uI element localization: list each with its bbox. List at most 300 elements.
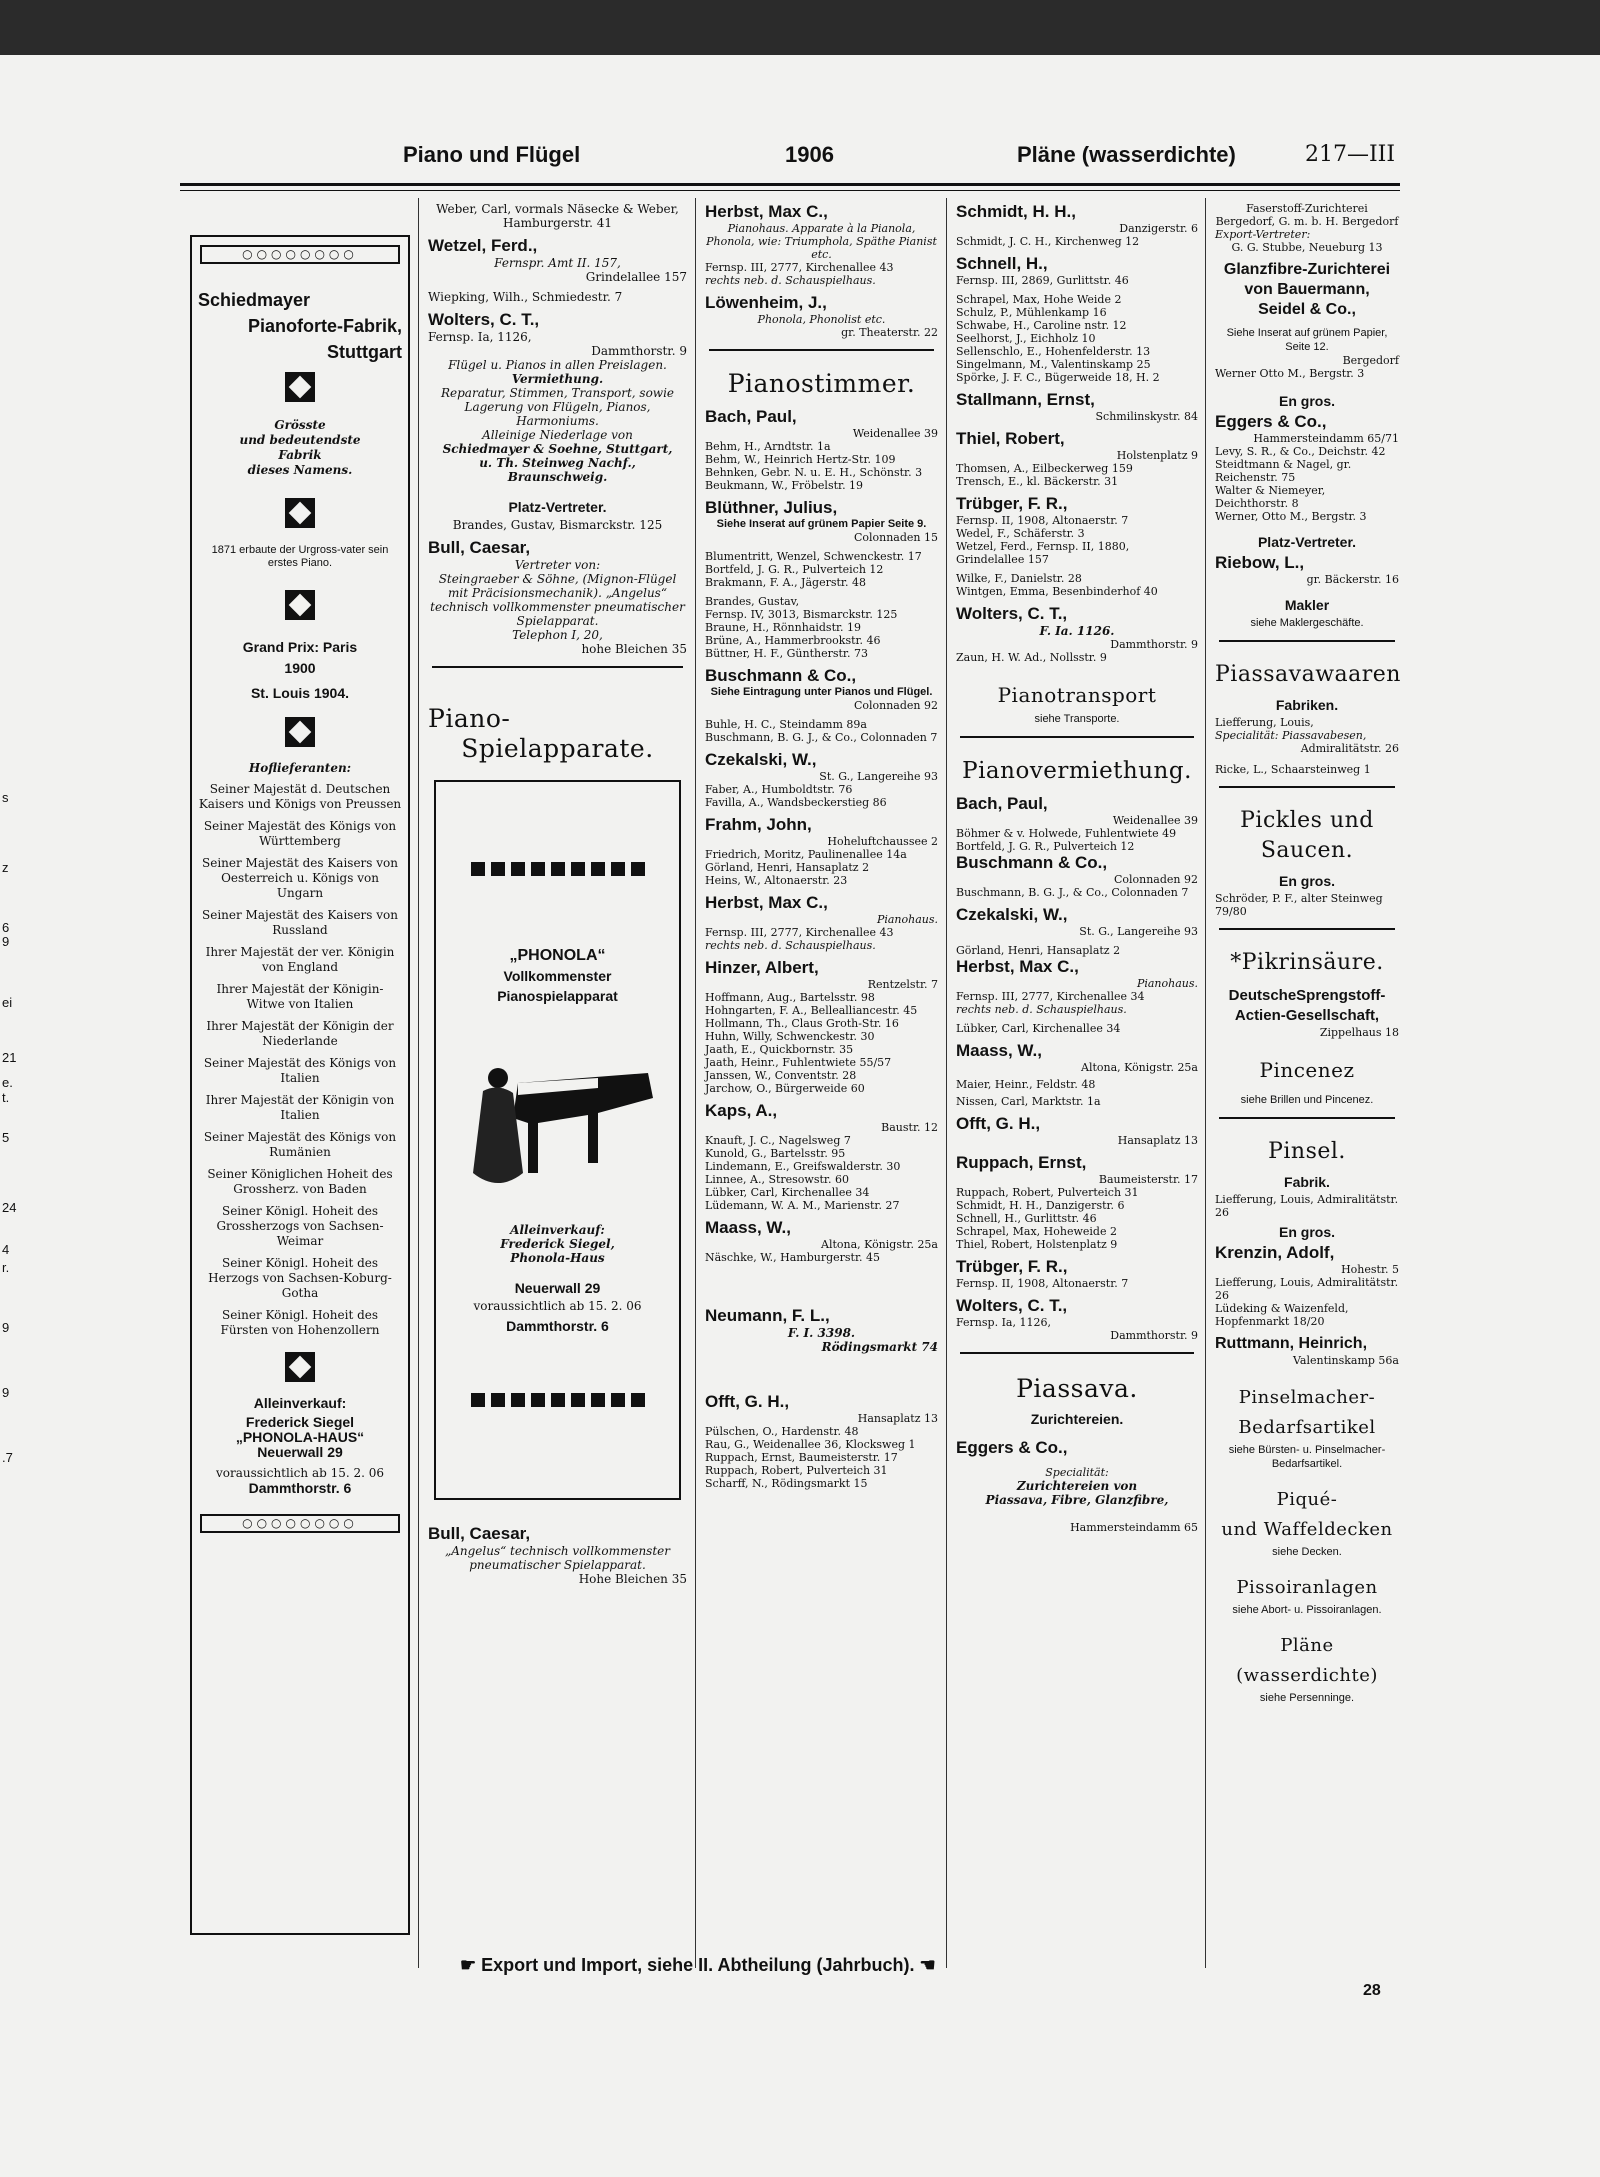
ad-court: Ihrer Majestät der Königin der Niederlande (206, 1019, 394, 1048)
ad-sale: Dammthorstr. 6 (248, 1480, 352, 1496)
entry: Buschmann, B. G. J., & Co., Colonnaden 7 (956, 886, 1189, 899)
oval-border: ○○○○○○○○ (200, 245, 400, 264)
separator (1219, 786, 1395, 788)
entry: Piassava, Fibre, Glanzfibre, (985, 1493, 1169, 1507)
entry-name: Buschmann & Co., (705, 666, 857, 685)
entry: Fernsp. III, 2777, Kirchenallee 43 (705, 926, 894, 939)
entry: Wiepking, Wilh., Schmiedestr. 7 (428, 290, 623, 304)
left-page-edge (0, 100, 30, 2000)
entry: Behm, W., Heinrich Hertz-Str. 109 (705, 453, 896, 466)
entry-name: Neumann, F. L., (705, 1306, 830, 1325)
entry-name: Trübger, F. R., (956, 494, 1068, 513)
header-left: Piano und Flügel (403, 142, 581, 167)
header-rule-thin (180, 190, 1400, 191)
entry: Valentinskamp 56a (1292, 1354, 1399, 1367)
see-reference: siehe Maklergeschäfte. (1250, 617, 1364, 629)
entry: Näschke, W., Hamburgerstr. 45 (705, 1251, 880, 1264)
entry: Admiralitätstr. 26 (1300, 742, 1399, 755)
entry: Hammersteindamm 65 (1070, 1521, 1198, 1534)
entry: Steingraeber & Söhne, (Mignon-Flügel mit Präcisionsmechanik). „Angelus“ technisch vollkommenster pneumatischer Spielapparat. (430, 572, 685, 628)
entry-name: Buschmann & Co., (956, 853, 1108, 872)
entry: Fernspr. Amt II. 157, (494, 256, 621, 270)
entry: Seelhorst, J., Eichholz 10 (956, 332, 1096, 345)
edge-char: s (2, 790, 9, 805)
column-divider (418, 198, 419, 1968)
see-reference: siehe Bürsten- u. Pinselmacher-Bedarfsartikel. (1228, 1444, 1386, 1470)
entry: Weber, Carl, vormals Näsecke & Weber, Hamburgerstr. 41 (436, 202, 679, 230)
page-header (180, 140, 1400, 172)
entry-name: Herbst, Max C., (956, 957, 1079, 976)
separator (432, 666, 683, 668)
entry: Scharff, N., Rödingsmarkt 15 (705, 1477, 868, 1490)
section-heading: Piassava. (1016, 1374, 1138, 1403)
entry: Zurichtereien von (1016, 1479, 1138, 1493)
section-heading: Pianotransport (997, 683, 1157, 707)
entry: Colonnaden 92 (853, 699, 938, 712)
entry: Schmidt, H. H., Danzigerstr. 6 (956, 1199, 1125, 1212)
ad-purveyor-title: Hoflieferanten: (248, 761, 352, 775)
edge-char: 5 (2, 1130, 10, 1145)
entry: Fernsp. II, 1908, Altonaerstr. 7 (956, 514, 1129, 527)
entry: Hoheluftchaussee 2 (827, 835, 938, 848)
entry-name: Eggers & Co., (956, 1438, 1068, 1457)
edge-char: .7 (2, 1450, 13, 1465)
entry: Altona, Königstr. 25a (1081, 1061, 1198, 1074)
edge-char: 24 (2, 1200, 17, 1215)
entry: Telephon I, 20, (512, 628, 603, 642)
entry: Hollmann, Th., Claus Groth-Str. 16 (705, 1017, 899, 1030)
entry: Siehe Inserat auf grünem Papier, Seite 12. (1226, 327, 1388, 353)
separator (1219, 1117, 1395, 1119)
column-5 (1207, 198, 1407, 2027)
entry: Görland, Henri, Hansaplatz 2 (705, 861, 870, 874)
entry: Schrapel, Max, Hoheweide 2 (956, 1225, 1117, 1238)
entry: Colonnaden 92 (1113, 873, 1198, 886)
ad-sale: Neuerwall 29 (514, 1280, 601, 1296)
entry: Faserstoff-Zurichterei Bergedorf, G. m. b. H. Bergedorf (1215, 202, 1399, 228)
entry-name: Ruttmann, Heinrich, (1215, 1335, 1368, 1352)
section-heading: Pinselmacher- (1238, 1387, 1376, 1408)
header-rule (180, 183, 1400, 186)
entry: Brandes, Gustav, (705, 595, 800, 608)
entry: Behnken, Gebr. N. u. E. H., Schönstr. 3 (705, 466, 923, 479)
entry-name: Czekalski, W., (956, 905, 1068, 924)
entry: Hohestr. 5 (1341, 1263, 1399, 1276)
section-heading: Pianostimmer. (727, 369, 916, 398)
entry: Hoffmann, Aug., Bartelsstr. 98 (705, 991, 875, 1004)
ad-claim: Grösste (274, 418, 326, 432)
entry: Schwabe, H., Caroline nstr. 12 (956, 319, 1127, 332)
see-reference: siehe Brillen und Pincenez. (1240, 1094, 1374, 1106)
entry-name: Hinzer, Albert, (705, 958, 819, 977)
ad-court: Seiner Königl. Hoheit des Fürsten von Hohenzollern (220, 1308, 380, 1337)
entry: Fernsp. Ia, 1126, (956, 1316, 1051, 1329)
see-reference: siehe Abort- u. Pissoiranlagen. (1232, 1604, 1382, 1616)
ad-history: 1871 erbaute der Urgross-vater sein erstes Piano. (211, 544, 389, 569)
entry: Zippelhaus 18 (1319, 1026, 1399, 1039)
diamond-ornament-icon (285, 590, 315, 620)
ad-sale: voraussichtlich ab 15. 2. 06 (215, 1466, 385, 1480)
entry: Hammersteindamm 65/71 (1253, 432, 1399, 445)
entry: Nissen, Carl, Marktstr. 1a (956, 1095, 1101, 1108)
entry: Schiedmayer & Soehne, Stuttgart, (442, 442, 673, 456)
entry: Flügel u. Pianos in allen Preislagen. (448, 358, 667, 372)
edge-char: 6 (2, 920, 10, 935)
schiedmayer-ad (190, 235, 410, 1935)
entry: Brakmann, F. A., Jägerstr. 48 (705, 576, 866, 589)
entry: Walter & Niemeyer, Deichthorstr. 8 (1215, 484, 1326, 510)
entry: Braune, H., Rönnhaidstr. 19 (705, 621, 862, 634)
entry: Friedrich, Moritz, Paulinenallee 14a (705, 848, 907, 861)
entry: Fernsp. III, 2869, Gurlittstr. 46 (956, 274, 1129, 287)
entry: Dammthorstr. 9 (1110, 1329, 1198, 1342)
entry-name: Bach, Paul, (956, 794, 1048, 813)
header-page: 217—III (1305, 142, 1396, 167)
entry: Hansaplatz 13 (857, 1412, 938, 1425)
entry: „Angelus“ technisch vollkommenster pneumatischer Spielapparat. (444, 1544, 670, 1572)
entry-name: Blüthner, Julius, (705, 498, 838, 517)
ad-sale: Alleinverkauf: (510, 1223, 605, 1237)
piano-player-illustration (458, 1043, 658, 1193)
edge-char: e. (2, 1075, 13, 1090)
entry: Jarchow, O., Bürgerweide 60 (705, 1082, 865, 1095)
edge-char: ei (2, 995, 13, 1010)
entry: hohe Bleichen 35 (581, 642, 687, 656)
entry: Huhn, Willy, Schwenckestr. 30 (705, 1030, 875, 1043)
bar-ornament (446, 862, 669, 879)
entry-name: Schnell, H., (956, 254, 1048, 273)
ad-court: Seiner Majestät des Königs von Württemberg (203, 819, 397, 848)
entry: Specialität: (1045, 1466, 1109, 1479)
entry: Wedel, F., Schäferstr. 3 (956, 527, 1085, 540)
entry: Liefferung, Louis, Admiralitätstr. 26 (1215, 1276, 1399, 1302)
entry-name: Riebow, L., (1215, 553, 1305, 572)
separator (960, 736, 1194, 738)
entry: Ruppach, Robert, Pulverteich 31 (956, 1186, 1139, 1199)
entry-name: Offt, G. H., (956, 1114, 1041, 1133)
entry: Pianohaus. Apparate à la Pianola, Phonola, wie: Triumphola, Späthe Pianist etc. (706, 222, 937, 261)
entry: Hohngarten, F. A., Bellealliancestr. 45 (705, 1004, 918, 1017)
entry: Werner, Otto M., Bergstr. 3 (1215, 510, 1367, 523)
ad-sale: Neuerwall 29 (257, 1444, 343, 1460)
entry: Wetzel, Ferd., Fernsp. II, 1880, Grindelallee 157 (956, 540, 1130, 566)
section-subheading: En gros. (1278, 393, 1335, 409)
entry: Bortfeld, J. G. R., Pulverteich 12 (956, 840, 1135, 853)
entry: rechts neb. d. Schauspielhaus. (956, 1003, 1127, 1016)
ad-prize: Grand Prix: Paris (242, 639, 358, 655)
entry: Behm, H., Arndtstr. 1a (705, 440, 831, 453)
entry: Büttner, H. F., Güntherstr. 73 (705, 647, 868, 660)
entry: Dammthorstr. 9 (591, 344, 687, 358)
separator (960, 1352, 1194, 1354)
entry: Liefferung, Louis, (1215, 716, 1314, 729)
entry: Grindelallee 157 (585, 270, 687, 284)
entry: Specialität: Piassavabesen, (1215, 729, 1367, 742)
entry: Fernsp. II, 1908, Altonaerstr. 7 (956, 1277, 1129, 1290)
ad-court: Seiner Majestät des Kaisers von Russland (202, 908, 398, 937)
entry: Levy, S. R., & Co., Deichstr. 42 (1215, 445, 1386, 458)
entry-name: Eggers & Co., (1215, 412, 1327, 431)
entry: Weidenallee 39 (1112, 814, 1198, 827)
ad-court: Seiner Königlichen Hoheit des Grossherz. von Baden (207, 1167, 393, 1196)
section-heading: Spielapparate. (461, 734, 654, 763)
entry: Thiel, Robert, Holstenplatz 9 (956, 1238, 1118, 1251)
entry-name: Bull, Caesar, (428, 1524, 531, 1543)
separator (709, 349, 934, 351)
entry: Blumentritt, Wenzel, Schwenckestr. 17 (705, 550, 922, 563)
section-subheading: En gros. (1278, 873, 1335, 889)
see-reference: siehe Decken. (1272, 1546, 1342, 1558)
section-subheading: Platz-Vertreter. (1257, 534, 1357, 550)
ad-court: Seiner Majestät des Königs von Rumänien (203, 1130, 397, 1159)
entry: Sellenschlo, E., Hohenfelderstr. 13 (956, 345, 1151, 358)
entry: Schröder, P. F., alter Steinweg 79/80 (1215, 892, 1383, 918)
entry: Alleinige Niederlage von (482, 428, 633, 442)
entry-name: Glanzfibre-Zurichterei (1223, 261, 1391, 278)
entry: Vermiethung. (511, 372, 604, 386)
edge-char: 9 (2, 1385, 10, 1400)
column-4 (948, 198, 1206, 2027)
edge-char: z (2, 860, 9, 875)
ad-claim: und bedeutendste (239, 433, 361, 447)
entry-name: Wetzel, Ferd., (428, 236, 538, 255)
section-subheading: En gros. (1278, 1224, 1335, 1240)
edge-char: 9 (2, 934, 10, 949)
phonola-ad (434, 780, 681, 1500)
ad-claim: dieses Namens. (247, 463, 353, 477)
entry: Werner Otto M., Bergstr. 3 (1215, 367, 1365, 380)
see-reference: siehe Persenninge. (1259, 1692, 1355, 1704)
pointing-hand-icon: ☛ (460, 1955, 477, 1975)
entry: Ricke, L., Schaarsteinweg 1 (1215, 763, 1371, 776)
entry: Spörke, J. F. C., Bügerweide 18, H. 2 (956, 371, 1160, 384)
entry-name: Wolters, C. T., (428, 310, 540, 329)
entry-name: Maass, W., (705, 1218, 791, 1237)
pointing-hand-icon: ☚ (919, 1955, 936, 1975)
entry: Fernsp. IV, 3013, Bismarckstr. 125 (705, 608, 898, 621)
entry: Knauft, J. C., Nagelsweg 7 (705, 1134, 851, 1147)
entry: F. Ia. 1126. (1039, 624, 1115, 638)
entry: Colonnaden 15 (853, 531, 938, 544)
edge-char: r. (2, 1260, 10, 1275)
ad-court: Seiner Majestät d. Deutschen Kaisers und Königs von Preussen (198, 782, 402, 811)
entry: Fernsp. III, 2777, Kirchenallee 34 (956, 990, 1145, 1003)
entry: Pianohaus. (876, 913, 938, 926)
entry: Rentzelstr. 7 (867, 978, 938, 991)
entry: Jaath, Heinr., Fuhlentwiete 55/57 (705, 1056, 892, 1069)
section-heading: Piqué- (1276, 1489, 1338, 1510)
entry: u. Th. Steinweg Nachf., Braunschweig. (479, 456, 636, 484)
ad-company: Schiedmayer (198, 290, 311, 310)
ad-sale: Alleinverkauf: (253, 1395, 347, 1411)
entry: Böhmer & v. Holwede, Fuhlentwiete 49 (956, 827, 1177, 840)
entry: Görland, Henri, Hansaplatz 2 (956, 944, 1121, 957)
entry-name: Actien-Gesellschaft, (1234, 1007, 1380, 1024)
header-year: 1906 (785, 142, 834, 167)
entry-name: Trübger, F. R., (956, 1257, 1068, 1276)
entry: Lindemann, E., Greifswalderstr. 30 (705, 1160, 901, 1173)
footer-note (460, 1955, 936, 1976)
section-heading: Pläne (wasserdichte) (1236, 1635, 1378, 1686)
entry: Buhle, H. C., Steindamm 89a (705, 718, 867, 731)
entry: Steidtmann & Nagel, gr. Reichenstr. 75 (1215, 458, 1352, 484)
column-divider (695, 198, 696, 1968)
entry: Schulz, P., Mühlenkamp 16 (956, 306, 1107, 319)
section-heading: Pissoiranlagen (1236, 1577, 1378, 1598)
ad-sale: Frederick Siegel, (500, 1237, 615, 1251)
entry-name: Krenzin, Adolf, (1215, 1243, 1335, 1262)
entry-name: Kaps, A., (705, 1101, 778, 1120)
ad-company-line: Pianoforte-Fabrik, (247, 316, 402, 336)
entry-name: Czekalski, W., (705, 750, 817, 769)
entry: Brandes, Gustav, Bismarckstr. 125 (452, 518, 663, 532)
entry: rechts neb. d. Schauspielhaus. (705, 939, 876, 952)
entry: Jaath, E., Quickbornstr. 35 (705, 1043, 854, 1056)
ad-court: Ihrer Majestät der Königin von Italien (205, 1093, 395, 1122)
header-right: Pläne (wasserdichte) (1017, 142, 1236, 167)
entry-name: Offt, G. H., (705, 1392, 790, 1411)
entry-name: Herbst, Max C., (705, 202, 828, 221)
ad-sale: Phonola-Haus (510, 1251, 605, 1265)
entry: gr. Bäckerstr. 16 (1306, 573, 1399, 586)
ad-court: Seiner Königl. Hoheit des Grossherzogs von Sachsen-Weimar (216, 1204, 384, 1248)
entry: Schnell, H., Gurlittstr. 46 (956, 1212, 1097, 1225)
entry: Holstenplatz 9 (1116, 449, 1198, 462)
section-heading: Piassavawaaren (1215, 662, 1401, 687)
separator (1219, 928, 1395, 930)
entry: Siehe Inserat auf grünem Papier Seite 9. (716, 518, 927, 530)
entry: Weidenallee 39 (852, 427, 938, 440)
entry: Lüdemann, W. A. M., Marienstr. 27 (705, 1199, 900, 1212)
ad-line: Pianospielapparat (497, 988, 618, 1004)
entry-name: Thiel, Robert, (956, 429, 1065, 448)
see-reference: siehe Transporte. (1034, 713, 1120, 725)
ad-prize: 1900 (284, 660, 316, 676)
entry-name: Herbst, Max C., (705, 893, 828, 912)
entry: Wintgen, Emma, Besenbinderhof 40 (956, 585, 1158, 598)
entry: Lüdeking & Waizenfeld, Hopfenmarkt 18/20 (1215, 1302, 1349, 1328)
entry: Danzigerstr. 6 (1119, 222, 1198, 235)
section-heading: Piano- (428, 704, 511, 733)
section-heading: Pickles und Saucen. (1240, 808, 1374, 863)
entry: Phonola, Phonolist etc. (757, 313, 886, 326)
entry: G. G. Stubbe, Neueburg 13 (1231, 241, 1383, 254)
edge-char: 9 (2, 1320, 10, 1335)
entry: Beukmann, W., Fröbelstr. 19 (705, 479, 864, 492)
ad-sale: Dammthorstr. 6 (506, 1318, 609, 1334)
entry-name: Schmidt, H. H., (956, 202, 1076, 221)
entry: Ruppach, Robert, Pulverteich 31 (705, 1464, 888, 1477)
ad-sale: Frederick Siegel (245, 1414, 355, 1430)
entry: gr. Theaterstr. 22 (841, 326, 938, 339)
entry-name: Maass, W., (956, 1041, 1042, 1060)
separator (1219, 640, 1395, 642)
entry: St. G., Langereihe 93 (1079, 925, 1198, 938)
entry: Thomsen, A., Eilbeckerweg 159 (956, 462, 1133, 475)
entry-name: Wolters, C. T., (956, 1296, 1068, 1315)
entry: Hohe Bleichen 35 (578, 1572, 687, 1586)
entry: Zaun, H. W. Ad., Nollsstr. 9 (956, 651, 1107, 664)
entry-name: Stallmann, Ernst, (956, 390, 1095, 409)
diamond-ornament-icon (285, 717, 315, 747)
ad-court: Seiner Majestät des Königs von Italien (203, 1056, 397, 1085)
entry: F. I. 3398. (787, 1326, 856, 1340)
ad-sale: voraussichtlich ab 15. 2. 06 (473, 1299, 642, 1313)
ad-court: Ihrer Majestät der Königin-Witwe von Italien (216, 982, 384, 1011)
entry: Heins, W., Altonaerstr. 23 (705, 874, 848, 887)
entry: Vertreter von: (514, 558, 601, 572)
diamond-ornament-icon (285, 372, 315, 402)
entry: Brüne, A., Hammerbrookstr. 46 (705, 634, 881, 647)
footer-text: Export und Import, siehe II. Abtheilung (Jahrbuch). (481, 1955, 915, 1975)
entry: Rau, G., Weidenallee 36, Klocksweg 1 (705, 1438, 916, 1451)
section-heading: Pinsel. (1268, 1139, 1346, 1164)
entry: Kunold, G., Bartelsstr. 95 (705, 1147, 846, 1160)
section-heading: und Waffeldecken (1221, 1519, 1393, 1540)
entry: Lübker, Carl, Kirchenallee 34 (956, 1022, 1121, 1035)
entry: Favilla, A., Wandsbeckerstieg 86 (705, 796, 887, 809)
entry: Pülschen, O., Hardenstr. 48 (705, 1425, 859, 1438)
ad-prize: St. Louis 1904. (250, 685, 350, 701)
entry: Maier, Heinr., Feldstr. 48 (956, 1078, 1096, 1091)
ad-line: Vollkommenster (503, 968, 612, 984)
ad-sale: „PHONOLA-HAUS“ (235, 1429, 365, 1445)
entry: Singelmann, M., Valentinskamp 25 (956, 358, 1151, 371)
entry: rechts neb. d. Schauspielhaus. (705, 274, 876, 287)
entry: Lübker, Carl, Kirchenallee 34 (705, 1186, 870, 1199)
entry-name: Ruppach, Ernst, (956, 1153, 1087, 1172)
section-heading: Pianovermiethung. (962, 758, 1192, 784)
entry: Bortfeld, J. G. R., Pulverteich 12 (705, 563, 884, 576)
entry: Fernsp. Ia, 1126, (428, 330, 532, 344)
entry: Ruppach, Ernst, Baumeisterstr. 17 (705, 1451, 898, 1464)
section-heading: Pincenez (1259, 1058, 1355, 1082)
entry: Bergedorf (1342, 354, 1399, 367)
entry: Hansaplatz 13 (1117, 1134, 1198, 1147)
edge-char: t. (2, 1090, 10, 1105)
entry: Liefferung, Louis, Admiralitätstr. 26 (1215, 1193, 1399, 1219)
ad-court: Ihrer Majestät der ver. Königin von England (205, 945, 395, 974)
column-3 (697, 198, 946, 2027)
ad-court: Seiner Königl. Hoheit des Herzogs von Sachsen-Koburg-Gotha (208, 1256, 392, 1300)
section-subheading: Zurichtereien. (1030, 1411, 1124, 1427)
section-subheading: Fabriken. (1275, 697, 1339, 713)
entry-name: Löwenheim, J., (705, 293, 827, 312)
entry: Dammthorstr. 9 (1110, 638, 1198, 651)
entry-name: Seidel & Co., (1258, 301, 1356, 318)
entry: Trensch, E., kl. Bäckerstr. 31 (956, 475, 1119, 488)
oval-border: ○○○○○○○○ (200, 1514, 400, 1533)
entry: Faber, A., Humboldtstr. 76 (705, 783, 853, 796)
entry: Altona, Königstr. 25a (821, 1238, 938, 1251)
entry-name: Frahm, John, (705, 815, 812, 834)
diamond-ornament-icon (285, 1352, 315, 1382)
edge-char: 4 (2, 1242, 10, 1257)
section-heading: Bedarfsartikel (1238, 1417, 1376, 1438)
entry: Schrapel, Max, Hohe Weide 2 (956, 293, 1122, 306)
bar-ornament (446, 1393, 669, 1410)
section-subheading: Makler (1284, 597, 1330, 613)
entry: Schmidt, J. C. H., Kirchenweg 12 (956, 235, 1140, 248)
ad-court: Seiner Majestät des Kaisers von Oesterreich u. Königs von Ungarn (202, 856, 398, 900)
entry: Fernsp. III, 2777, Kirchenallee 43 (705, 261, 894, 274)
column-2 (420, 198, 695, 2027)
column-divider (946, 198, 947, 1968)
entry-name: Bach, Paul, (705, 407, 797, 426)
entry: Rödingsmarkt 74 (821, 1340, 938, 1354)
diamond-ornament-icon (285, 498, 315, 528)
entry: Baumeisterstr. 17 (1098, 1173, 1198, 1186)
